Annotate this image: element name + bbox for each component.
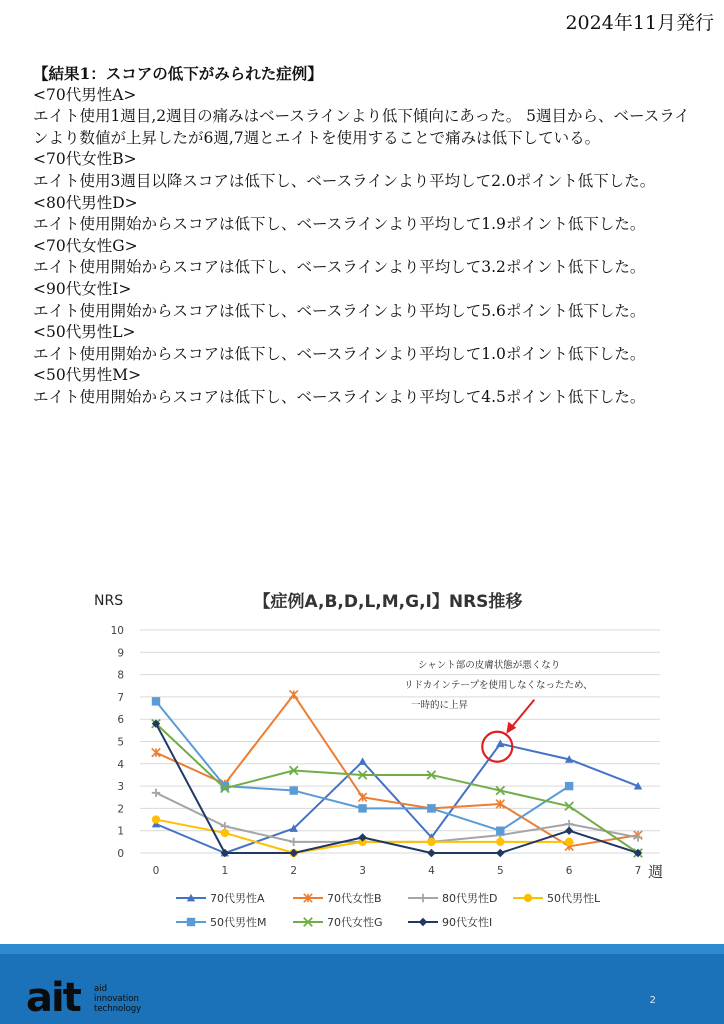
logo-mark: ait [26, 975, 80, 1021]
results-section [33, 63, 703, 409]
case-list [33, 85, 703, 409]
y-tick-label: 3 [117, 781, 124, 794]
x-axis-label: 週 [648, 863, 664, 881]
legend-item [408, 915, 492, 929]
case-description: エイト使用開始からスコアは低下し、ベースラインより平均して4.5ポイント低下した。 [33, 387, 646, 406]
logo-line: technology [94, 1004, 142, 1014]
data-point [419, 918, 427, 926]
case-label: <90代女性I> [33, 279, 132, 298]
logo-line: innovation [94, 994, 139, 1004]
annotation-arrow [510, 700, 534, 729]
case-label: <50代男性M> [33, 366, 142, 385]
series-square [152, 697, 574, 835]
data-point [565, 827, 573, 835]
data-point [358, 804, 366, 812]
x-tick-label: 3 [359, 865, 366, 877]
issue-date: 2024年11月発行 [565, 12, 714, 34]
data-point [565, 838, 573, 846]
case-label: <80代男性D> [33, 193, 138, 212]
x-tick-label: 7 [634, 865, 642, 877]
legend-item [408, 891, 497, 905]
ait-logo [26, 976, 156, 1020]
y-tick-label: 9 [117, 647, 124, 660]
data-point [427, 838, 435, 846]
legend-item [176, 891, 265, 905]
legend-label: 70代女性B [327, 892, 382, 905]
y-tick-label: 6 [117, 714, 124, 727]
data-point [496, 849, 504, 857]
y-tick-label: 5 [117, 736, 124, 749]
legend-label: 80代男性D [442, 892, 498, 905]
y-tick-label: 2 [117, 803, 124, 816]
legend-item [513, 891, 601, 905]
case-description: エイト使用開始からスコアは低下し、ベースラインより平均して1.9ポイント低下した。 [33, 215, 646, 234]
data-point [290, 786, 298, 794]
y-axis-label: NRS [94, 593, 124, 609]
data-point [496, 838, 504, 846]
y-tick-label: 4 [117, 758, 124, 771]
data-point [496, 827, 504, 835]
y-tick-label: 7 [117, 691, 124, 704]
legend-label: 70代女性G [327, 916, 383, 929]
data-point [524, 894, 532, 902]
case-label: <70代女性B> [33, 150, 137, 169]
data-point [152, 815, 160, 823]
y-tick-label: 0 [117, 848, 124, 860]
case-description: エイト使用3週目以降スコアは低下し、ベースラインより平均して2.0ポイント低下した。 [33, 171, 656, 190]
case-description: エイト使用開始からスコアは低下し、ベースラインより平均して3.2ポイント低下した。 [33, 258, 646, 277]
annotation-text: シャント部の皮膚状態が悪くなり [418, 660, 561, 671]
legend-label: 50代男性M [210, 916, 267, 929]
data-point [221, 829, 229, 837]
data-point [152, 697, 160, 705]
logo-line: aid [94, 984, 107, 994]
x-tick-label: 6 [565, 865, 573, 877]
series-plus [152, 789, 642, 846]
x-tick-label: 1 [221, 865, 229, 877]
legend-item [293, 891, 382, 905]
annotation-text: 一時的に上昇 [411, 700, 469, 711]
series-line [156, 744, 638, 853]
results-title: 【結果1：スコアの低下がみられた症例】 [33, 64, 323, 83]
case-description: エイト使用開始からスコアは低下し、ベースラインより平均して5.6ポイント低下した。 [33, 301, 646, 320]
legend-item [176, 915, 267, 929]
page-number: 2 [649, 995, 656, 1006]
legend-label: 70代男性A [210, 892, 265, 905]
legend-label: 90代女性I [442, 916, 493, 929]
y-tick-label: 8 [117, 669, 124, 682]
chart-title: 【症例A,B,D,L,M,G,I】NRS推移 [253, 592, 523, 612]
data-point [358, 757, 366, 765]
y-tick-label: 10 [110, 625, 124, 637]
x-tick-label: 2 [290, 865, 298, 877]
annotation-text: リドカインテープを使用しなくなったため、 [404, 680, 593, 691]
footer-stripe [0, 944, 724, 954]
data-point [427, 804, 435, 812]
data-point [187, 918, 195, 926]
logo-wordmark [94, 984, 141, 1014]
footer-band [0, 954, 724, 1024]
case-description: エイト使用1週目,2週目の痛みはベースラインより低下傾向にあった。 5週目から、ベースラインより数値が上昇したが6週,7週とエイトを使用することで痛みは低下している。 [33, 107, 690, 147]
case-label: <70代女性G> [33, 236, 138, 255]
y-tick-label: 1 [117, 825, 124, 838]
case-description: エイト使用開始からスコアは低下し、ベースラインより平均して1.0ポイント低下した。 [33, 344, 646, 363]
nrs-chart [88, 585, 688, 945]
x-tick-label: 0 [152, 865, 160, 877]
nrs-line-chart [88, 585, 688, 945]
page-footer [0, 944, 724, 1024]
data-point [496, 740, 504, 748]
x-tick-label: 5 [496, 865, 504, 877]
case-label: <70代男性A> [33, 85, 137, 104]
case-label: <50代男性L> [33, 323, 136, 342]
legend-label: 50代男性L [547, 892, 601, 905]
x-tick-label: 4 [428, 865, 435, 877]
legend-item [293, 915, 383, 929]
data-point [427, 849, 435, 857]
data-point [565, 782, 573, 790]
